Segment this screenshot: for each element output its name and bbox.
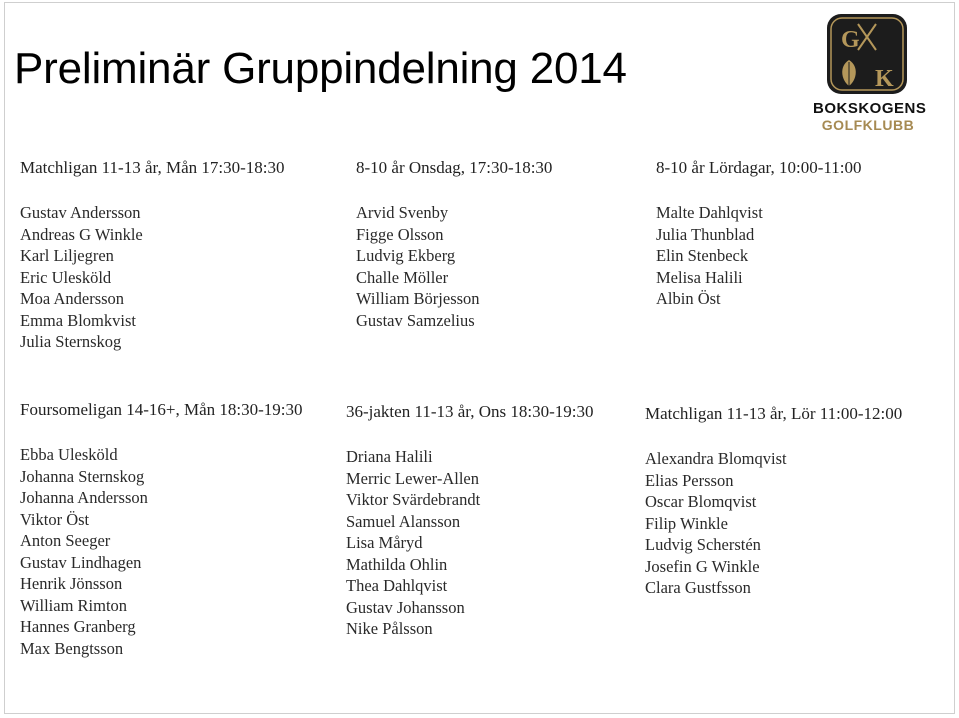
player-name: Johanna Andersson [20, 488, 148, 507]
player-name: William Rimton [20, 595, 128, 615]
player-list [20, 444, 303, 659]
club-crest-icon [825, 12, 909, 96]
player-name: Hannes Granberg [20, 617, 136, 636]
player-name: Gustav Samzelius [356, 310, 475, 330]
player-name: Albin Öst [656, 289, 721, 308]
player-name: Malte Dahlqvist [656, 203, 763, 222]
player-name: Elias Persson [645, 470, 734, 490]
group-heading: 8-10 år Lördagar, 10:00-11:00 [656, 158, 862, 177]
logo-letter-g: G [841, 27, 860, 53]
player-name: Mathilda Ohlin [346, 554, 448, 574]
page-title: Preliminär Gruppindelning 2014 [14, 44, 627, 93]
player-name: Gustav Lindhagen [20, 552, 142, 572]
logo-letter-k: K [875, 66, 894, 92]
player-name: Nike Pålsson [346, 619, 433, 638]
player-name: Driana Halili [346, 447, 433, 466]
player-name: Viktor Öst [20, 509, 90, 529]
player-name: Clara Gustfsson [645, 578, 751, 597]
group-matchligan-saturday [645, 404, 902, 599]
player-name: Eric Ulesköld [20, 267, 112, 287]
player-name: Anton Seeger [20, 531, 111, 550]
group-heading: 8-10 år Onsdag, 17:30-18:30 [356, 158, 553, 177]
player-name: Julia Sternskog [20, 332, 122, 351]
player-name: Figge Olsson [356, 224, 444, 244]
group-heading: Matchligan 11-13 år, Lör 11:00-12:00 [645, 404, 903, 423]
club-logo [813, 12, 927, 133]
player-name: Melisa Halili [656, 267, 743, 287]
group-heading: Foursomeligan 14-16+, Mån 18:30-19:30 [20, 400, 303, 419]
player-name: Oscar Blomqvist [645, 492, 757, 511]
player-name: Moa Andersson [20, 289, 125, 308]
group-foursomeligan-monday [20, 400, 303, 659]
group-heading: 36-jakten 11-13 år, Ons 18:30-19:30 [346, 402, 594, 421]
player-name: Henrik Jönsson [20, 574, 123, 593]
player-name: Ludvig Scherstén [645, 535, 761, 554]
group-matchligan-monday [20, 158, 285, 353]
player-list [656, 202, 861, 310]
player-name: Gustav Andersson [20, 203, 141, 222]
player-name: Max Bengtsson [20, 638, 124, 658]
player-name: Challe Möller [356, 267, 449, 287]
group-8-10-wednesday [356, 158, 552, 331]
player-name: Andreas G Winkle [20, 224, 143, 244]
player-list [346, 446, 594, 640]
player-name: Lisa Måryd [346, 533, 423, 552]
player-name: Arvid Svenby [356, 203, 449, 222]
player-name: William Börjesson [356, 289, 480, 308]
player-name: Thea Dahlqvist [346, 576, 448, 595]
player-name: Karl Liljegren [20, 246, 114, 265]
group-heading: Matchligan 11-13 år, Mån 17:30-18:30 [20, 158, 285, 177]
player-name: Gustav Johansson [346, 597, 465, 617]
player-name: Alexandra Blomqvist [645, 449, 787, 468]
player-name: Josefin G Winkle [645, 556, 760, 576]
player-name: Merric Lewer-Allen [346, 468, 479, 488]
logo-text-golfklubb: GOLFKLUBB [821, 117, 915, 133]
player-name: Viktor Svärdebrandt [346, 490, 481, 509]
player-list [20, 202, 285, 353]
player-list [356, 202, 552, 331]
player-name: Filip Winkle [645, 513, 728, 533]
player-name: Samuel Alansson [346, 511, 461, 531]
player-name: Ebba Ulesköld [20, 445, 118, 464]
group-36-jakten-wednesday [346, 402, 594, 640]
logo-text-bokskogens: BOKSKOGENS [813, 100, 927, 117]
player-list [645, 448, 902, 599]
player-name: Elin Stenbeck [656, 246, 749, 265]
group-8-10-saturday [656, 158, 861, 310]
player-name: Johanna Sternskog [20, 466, 145, 486]
player-name: Emma Blomkvist [20, 310, 136, 330]
player-name: Ludvig Ekberg [356, 246, 456, 265]
player-name: Julia Thunblad [656, 224, 755, 244]
